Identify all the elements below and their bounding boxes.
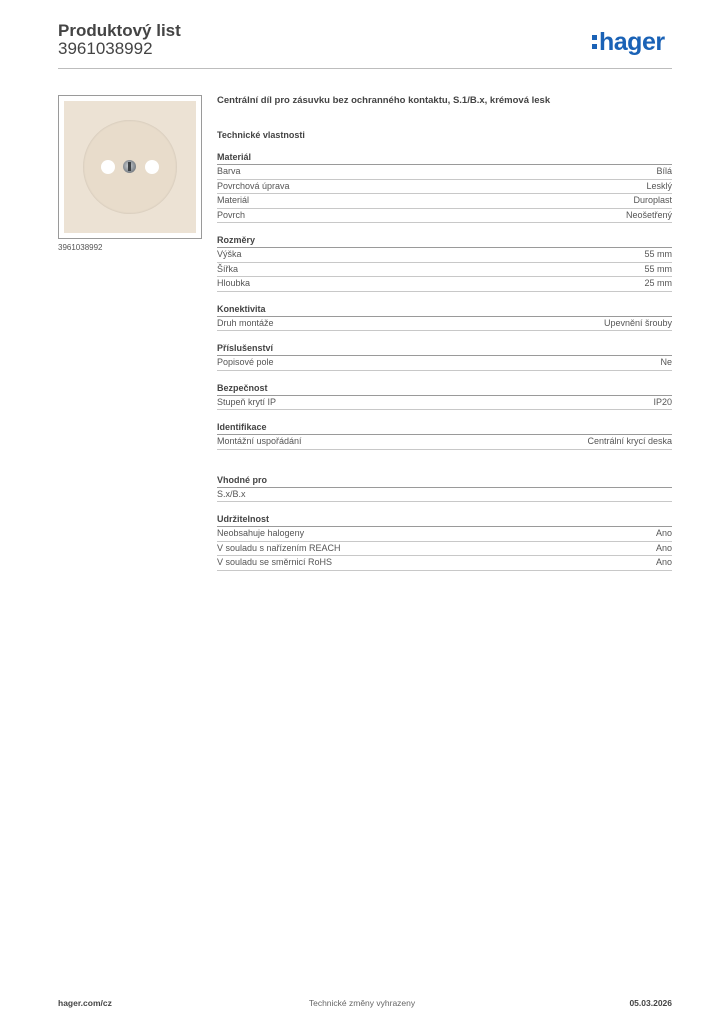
product-image	[58, 95, 202, 239]
footer-date: 05.03.2026	[629, 998, 672, 1008]
screw-icon	[123, 160, 136, 173]
spec-content	[217, 95, 672, 571]
spec-row	[217, 263, 672, 278]
section-connectivity	[217, 303, 672, 332]
spec-label: Materiál	[217, 195, 250, 205]
spec-row	[217, 248, 672, 263]
spec-label: Stupeň krytí IP	[217, 396, 277, 407]
spec-value: Lesklý	[646, 180, 672, 191]
section-title: Identifikace	[217, 421, 672, 435]
spec-row	[217, 180, 672, 195]
section-identification	[217, 421, 672, 450]
spec-row	[217, 165, 672, 180]
product-number: 3961038992	[58, 39, 153, 58]
spec-row	[217, 277, 672, 292]
spec-row	[217, 317, 672, 332]
spec-value: Bílá	[656, 166, 672, 176]
spec-row	[217, 527, 672, 542]
tech-properties-heading: Technické vlastnosti	[217, 130, 305, 140]
footer-website-link[interactable]: hager.com/cz	[58, 998, 112, 1008]
socket-plate	[64, 101, 196, 233]
spec-row	[217, 556, 672, 571]
section-title: Bezpečnost	[217, 382, 672, 396]
logo-dots-icon	[592, 35, 597, 49]
spec-label: Montážní uspořádání	[217, 436, 302, 446]
section-safety	[217, 382, 672, 411]
spec-value: 55 mm	[644, 263, 672, 274]
spec-label: Povrch	[217, 209, 246, 220]
spec-label: Druh montáže	[217, 317, 274, 328]
spec-value: Ne	[660, 357, 672, 367]
logo-text: hager	[599, 28, 665, 56]
section-suitable-for	[217, 474, 672, 503]
section-dimensions	[217, 234, 672, 292]
image-caption: 3961038992	[58, 243, 103, 252]
section-title: Příslušenství	[217, 342, 672, 356]
spec-label: S.x/B.x	[217, 488, 246, 499]
spec-label: Výška	[217, 249, 242, 259]
spec-value: Centrální krycí deska	[587, 436, 672, 446]
section-title: Vhodné pro	[217, 474, 672, 488]
section-accessories	[217, 342, 672, 371]
spec-label: Povrchová úprava	[217, 180, 290, 191]
spec-row	[217, 209, 672, 224]
spec-value: IP20	[653, 396, 672, 407]
hager-logo	[592, 28, 674, 56]
section-title: Rozměry	[217, 234, 672, 248]
spec-label: Hloubka	[217, 278, 251, 288]
page-title: Produktový list	[58, 21, 181, 40]
spec-value: Upevnění šrouby	[603, 317, 672, 328]
spec-value: Ano	[655, 557, 672, 567]
spec-row	[217, 194, 672, 209]
spec-row	[217, 356, 672, 371]
spec-label: V souladu s nařízením REACH	[217, 542, 341, 553]
spec-row	[217, 435, 672, 450]
spec-value: 55 mm	[644, 249, 672, 259]
section-title: Udržitelnost	[217, 513, 672, 527]
spec-label: Barva	[217, 166, 241, 176]
spec-row	[217, 396, 672, 411]
spec-label: Neobsahuje halogeny	[217, 528, 305, 538]
spec-value: Duroplast	[633, 195, 672, 205]
section-title: Konektivita	[217, 303, 672, 317]
spec-value: Ano	[655, 528, 672, 538]
spec-label: Šířka	[217, 263, 239, 274]
spec-label: Popisové pole	[217, 357, 274, 367]
socket-center-icon	[83, 120, 177, 214]
spec-label: V souladu se směrnicí RoHS	[217, 557, 333, 567]
product-title: Centrální díl pro zásuvku bez ochranného kontaktu, S.1/B.x, krémová lesk	[217, 95, 551, 106]
spec-row	[217, 488, 672, 503]
section-title: Materiál	[217, 151, 672, 165]
spec-value: Ano	[655, 542, 672, 553]
spec-value: Neošetřený	[625, 209, 672, 220]
section-material	[217, 151, 672, 223]
section-sustainability	[217, 513, 672, 571]
spec-row	[217, 542, 672, 557]
pin-hole-right	[145, 160, 159, 174]
pin-hole-left	[101, 160, 115, 174]
header-divider	[58, 68, 672, 69]
footer-disclaimer: Technické změny vyhrazeny	[308, 998, 416, 1008]
spec-value: 25 mm	[644, 278, 672, 288]
